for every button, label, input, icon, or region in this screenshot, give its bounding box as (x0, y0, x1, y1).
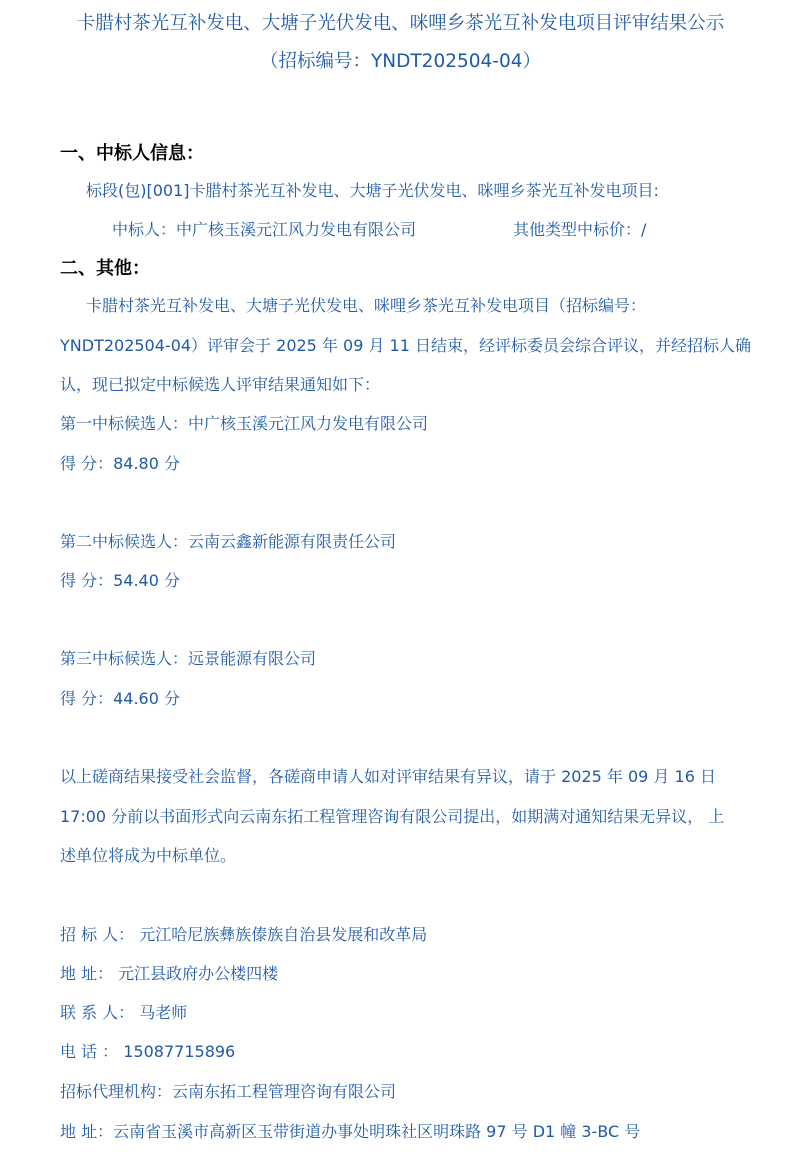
intro-line-1: 卡腊村茶光互补发电、大塘子光伏发电、咪哩乡茶光互补发电项目（招标编号： (86, 296, 647, 315)
tenderer: 招 标 人： 元江哈尼族彝族傣族自治县发展和改革局 (60, 925, 428, 944)
section-heading-winner-info: 一、中标人信息： (60, 143, 204, 164)
agency-address: 地 址：云南省玉溪市高新区玉带街道办事处明珠社区明珠路 97 号 D1 幢 3-BC 号 (60, 1122, 641, 1141)
intro-line-2: YNDT202504-04）评审会于 2025 年 09 月 11 日结束，经评标委员会综合评议，并经招标人确 (60, 336, 752, 355)
tenderer-address: 地 址： 元江县政府办公楼四楼 (60, 964, 279, 983)
contact-person: 联 系 人： 马老师 (60, 1003, 188, 1022)
section-heading-other: 二、其他： (60, 258, 150, 279)
candidate-1-score: 得 分：84.80 分 (60, 454, 180, 473)
candidate-3-score: 得 分：44.60 分 (60, 689, 180, 708)
document-title: 卡腊村茶光互补发电、大塘子光伏发电、咪哩乡茶光互补发电项目评审结果公示 (76, 13, 725, 34)
tender-number: （招标编号：YNDT202504-04） (259, 51, 542, 72)
candidate-2-score: 得 分：54.40 分 (60, 571, 180, 590)
tender-agency: 招标代理机构：云南东拓工程管理咨询有限公司 (60, 1082, 397, 1101)
notice-line-2: 17:00 分前以书面形式向云南东拓工程管理咨询有限公司提出，如期满对通知结果无异议， 上 (60, 807, 725, 826)
package-line: 标段(包)[001]卡腊村茶光互补发电、大塘子光伏发电、咪哩乡茶光互补发电项目: (86, 181, 659, 200)
intro-line-3: 认，现已拟定中标候选人评审结果通知如下： (60, 375, 381, 394)
notice-line-1: 以上磋商结果接受社会监督，各磋商申请人如对评审结果有异议，请于 2025 年 09 月 16 日 (60, 767, 716, 786)
contact-phone: 电 话 ： 15087715896 (60, 1042, 236, 1061)
candidate-3-name: 第三中标候选人：远景能源有限公司 (60, 649, 317, 668)
other-price: 其他类型中标价：/ (513, 220, 647, 239)
candidate-2-name: 第二中标候选人：云南云鑫新能源有限责任公司 (60, 532, 397, 551)
notice-line-3: 述单位将成为中标单位。 (60, 846, 237, 865)
candidate-1-name: 第一中标候选人：中广核玉溪元江风力发电有限公司 (60, 414, 429, 433)
winner-label: 中标人：中广核玉溪元江风力发电有限公司 (112, 220, 417, 239)
